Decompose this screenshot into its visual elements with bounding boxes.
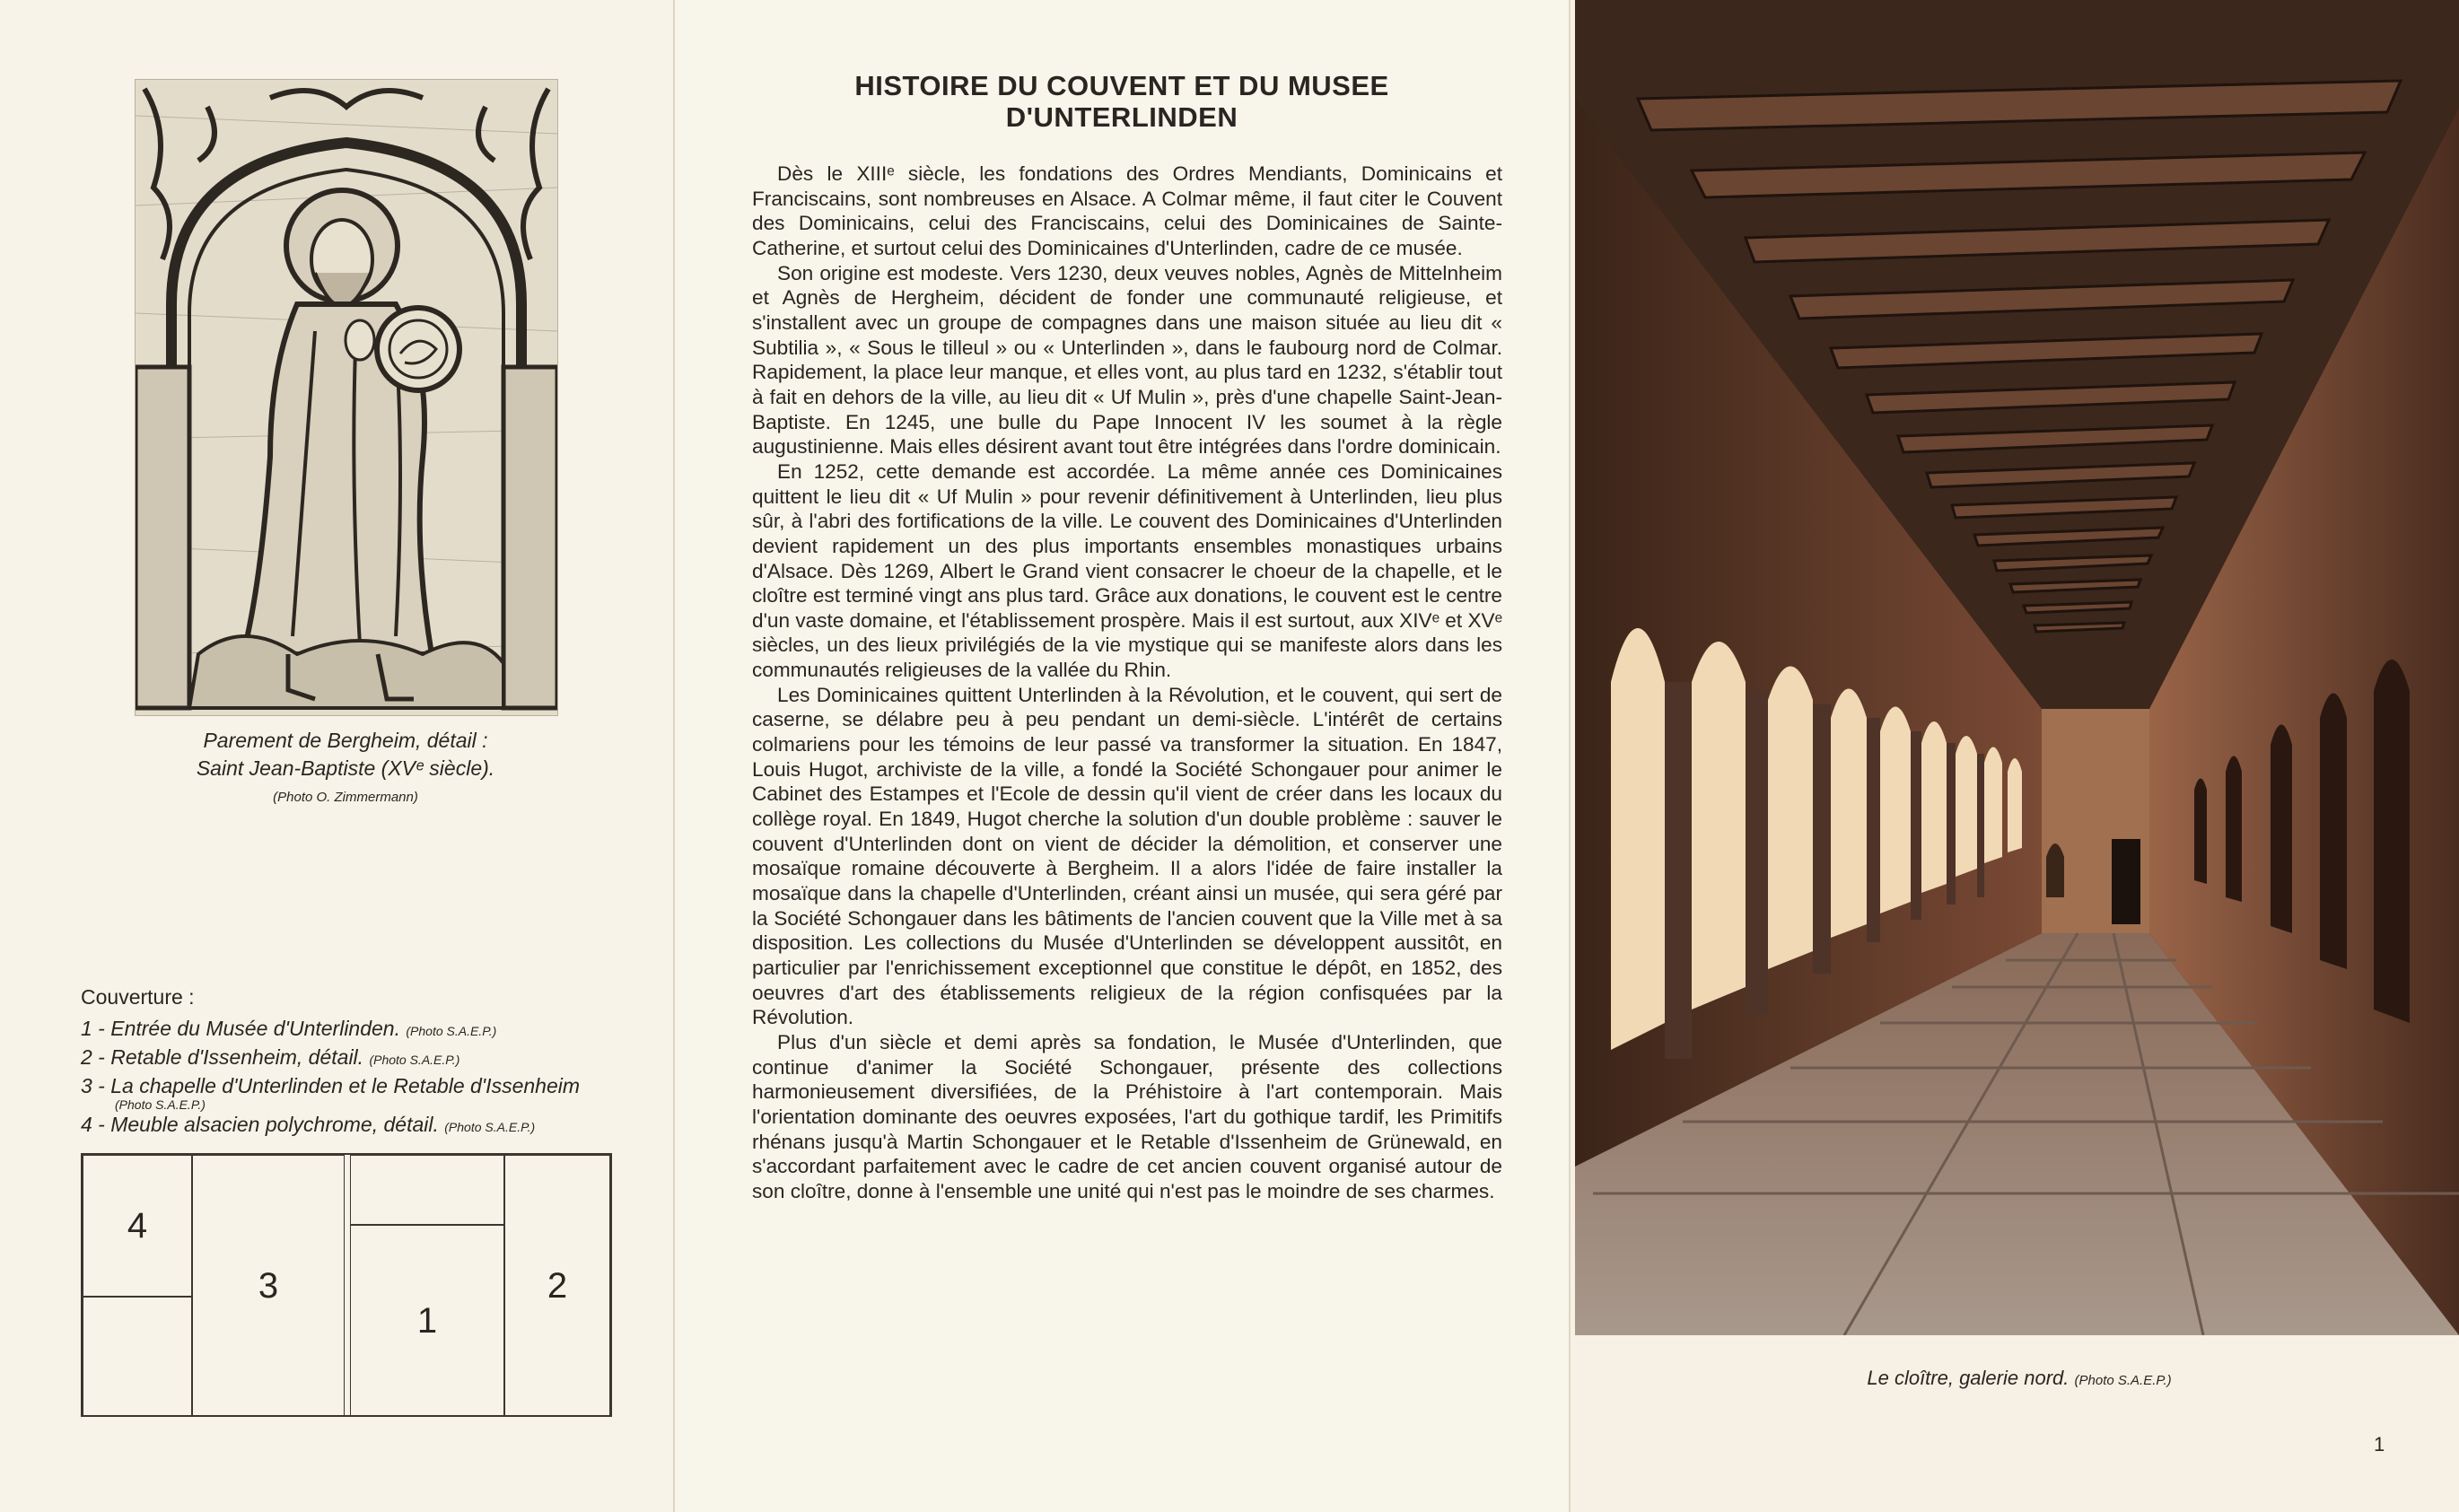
figure-caption-line-1: Parement de Bergheim, détail : xyxy=(203,729,488,752)
saint-jean-baptiste-engraving xyxy=(135,79,558,716)
cover-item xyxy=(81,1044,655,1072)
article-title-line-1: HISTOIRE DU COUVENT ET DU MUSEE xyxy=(854,70,1389,101)
article-title xyxy=(745,70,1499,133)
cover-cell-2: 2 xyxy=(504,1155,610,1417)
photo-caption-text: Le cloître, galerie nord. xyxy=(1867,1367,2070,1389)
article-paragraph: Dès le XIIIᵉ siècle, les fondations des Ordres Mendiants, Dominicains et Franciscains, sont nombreuses en Alsace. A Colmar même, il faut citer le Couvent des Dominicains, celui des Franciscains, celui des Dominicaines de Sainte-Catherine, et surtout celui des Dominicaines d'Unterlinden, cadre de ce musée. xyxy=(752,162,1502,259)
cover-list xyxy=(81,1016,655,1141)
article-paragraph: Son origine est modeste. Vers 1230, deux veuves nobles, Agnès de Mittelnheim et Agnès de Hergheim, décident de fonder une communauté religieuse, et s'installent avec un groupe de compagnes dans une maison située au lieu dit « Subtilia », « Sous le tilleul » ou « Unterlinden », dans le faubourg nord de Colmar. Rapidement, la place leur manque, et elles vont, au plus tard en 1232, s'établir tout à fait en dehors de la ville, au lieu dit « Uf Mulin », près d'une chapelle Saint-Jean-Baptiste. En 1245, une bulle du Pape Innocent IV les soumet à la règle augustinienne. Mais elles désirent avant tout être intégrées dans l'ordre dominicain. xyxy=(752,261,1502,459)
cover-item xyxy=(81,1073,655,1111)
cover-cell-blank xyxy=(350,1155,504,1225)
cover-item-credit: (Photo S.A.E.P.) xyxy=(444,1120,536,1134)
cover-item-text: 1 - Entrée du Musée d'Unterlinden. xyxy=(81,1017,400,1040)
cover-item-text: 4 - Meuble alsacien polychrome, détail. xyxy=(81,1113,439,1136)
cloister-photo xyxy=(1575,0,2459,1335)
article-body xyxy=(752,162,1502,1204)
cover-cell-blank xyxy=(83,1297,192,1417)
cover-title: Couverture : xyxy=(81,985,195,1009)
article-paragraph: Plus d'un siècle et demi après sa fondation, le Musée d'Unterlinden, que continue d'animer la Société Schongauer, présente des collections harmonieusement diversifiées, de la Préhistoire à l'art contemporain. Mais l'orientation dominante des oeuvres exposées, l'art du gothique tardif, les Primitifs rhénans jusqu'à Martin Schongauer et le Retable d'Issenheim de Grünewald, en s'accordant parfaitement avec le cadre de cet ancien couvent organisé autour de son cloître, donne à l'ensemble une unité qui n'est pas le moindre de ses charmes. xyxy=(752,1030,1502,1202)
cover-item-credit: (Photo S.A.E.P.) xyxy=(406,1024,497,1038)
figure-caption xyxy=(135,727,556,782)
photo-caption xyxy=(1705,1367,2333,1390)
page-number: 1 xyxy=(2374,1433,2385,1455)
cover-item-credit: (Photo S.A.E.P.) xyxy=(115,1097,206,1112)
figure-caption-line-2: Saint Jean-Baptiste (XVᵉ siècle). xyxy=(196,756,495,780)
article-title-line-2: D'UNTERLINDEN xyxy=(1005,101,1238,133)
cover-cell-4: 4 xyxy=(83,1155,192,1297)
cover-item xyxy=(81,1016,655,1044)
cover-item-credit: (Photo S.A.E.P.) xyxy=(369,1053,460,1067)
figure-credit: (Photo O. Zimmermann) xyxy=(273,790,418,805)
article-paragraph: En 1252, cette demande est accordée. La même année ces Dominicaines quittent le lieu dit « Uf Mulin » pour revenir définitivement à Unterlinden, lieu plus sûr, à l'abri des fortifications de la ville. Le couvent des Dominicaines d'Unterlinden devient rapidement un des plus importants ensembles monastiques urbains d'Alsace. Dès 1269, Albert le Grand vient consacrer le choeur de la chapelle, et le cloître est terminé vingt ans plus tard. Grâce aux donations, le couvent est le centre d'un vaste domaine, et l'établissement prospère. Mais il est surtout, aux XIVᵉ et XVᵉ siècles, un des lieux privilégiés de la vie mystique qui se manifeste alors dans les communautés religieuses de la vallée du Rhin. xyxy=(752,459,1502,682)
cover-item-text: 2 - Retable d'Issenheim, détail. xyxy=(81,1045,364,1069)
photo-credit: (Photo S.A.E.P.) xyxy=(2074,1373,2172,1388)
fold-line xyxy=(673,0,675,1512)
cover-cell-3: 3 xyxy=(192,1155,345,1417)
cover-item xyxy=(81,1112,655,1140)
fold-line xyxy=(1569,0,1571,1512)
article-paragraph: Les Dominicaines quittent Unterlinden à la Révolution, et le couvent, qui sert de caserne, se délabre peu à peu pendant un demi-siècle. L'intérêt de certains colmariens pour les témoins de leur passé va transformer la situation. En 1847, Louis Hugot, archiviste de la ville, a fondé la Société Schongauer pour animer le Cabinet des Estampes et l'Ecole de dessin qu'il vient de créer dans les locaux du collège royal. En 1849, Hugot cherche la solution d'un double problème : sauver le couvent d'Unterlinden dont on vient de décider la démolition, et conserver une mosaïque romaine découverte à Bergheim. Il a alors l'idée de faire installer la mosaïque dans la chapelle d'Unterlinden, créant ainsi un musée, qui sera géré par la Société Schongauer dans les bâtiments de l'ancien couvent que la Ville met à sa disposition. Les collections du Musée d'Unterlinden se développent aussitôt, en particulier par l'enrichissement exceptionnel que constitue le dépôt, en 1852, des oeuvres d'art des établissements religieux de la région confisquées par la Révolution. xyxy=(752,683,1502,1029)
cover-item-text: 3 - La chapelle d'Unterlinden et le Retable d'Issenheim xyxy=(81,1074,581,1097)
cover-cell-1: 1 xyxy=(350,1225,504,1417)
cover-layout-diagram xyxy=(81,1153,612,1417)
